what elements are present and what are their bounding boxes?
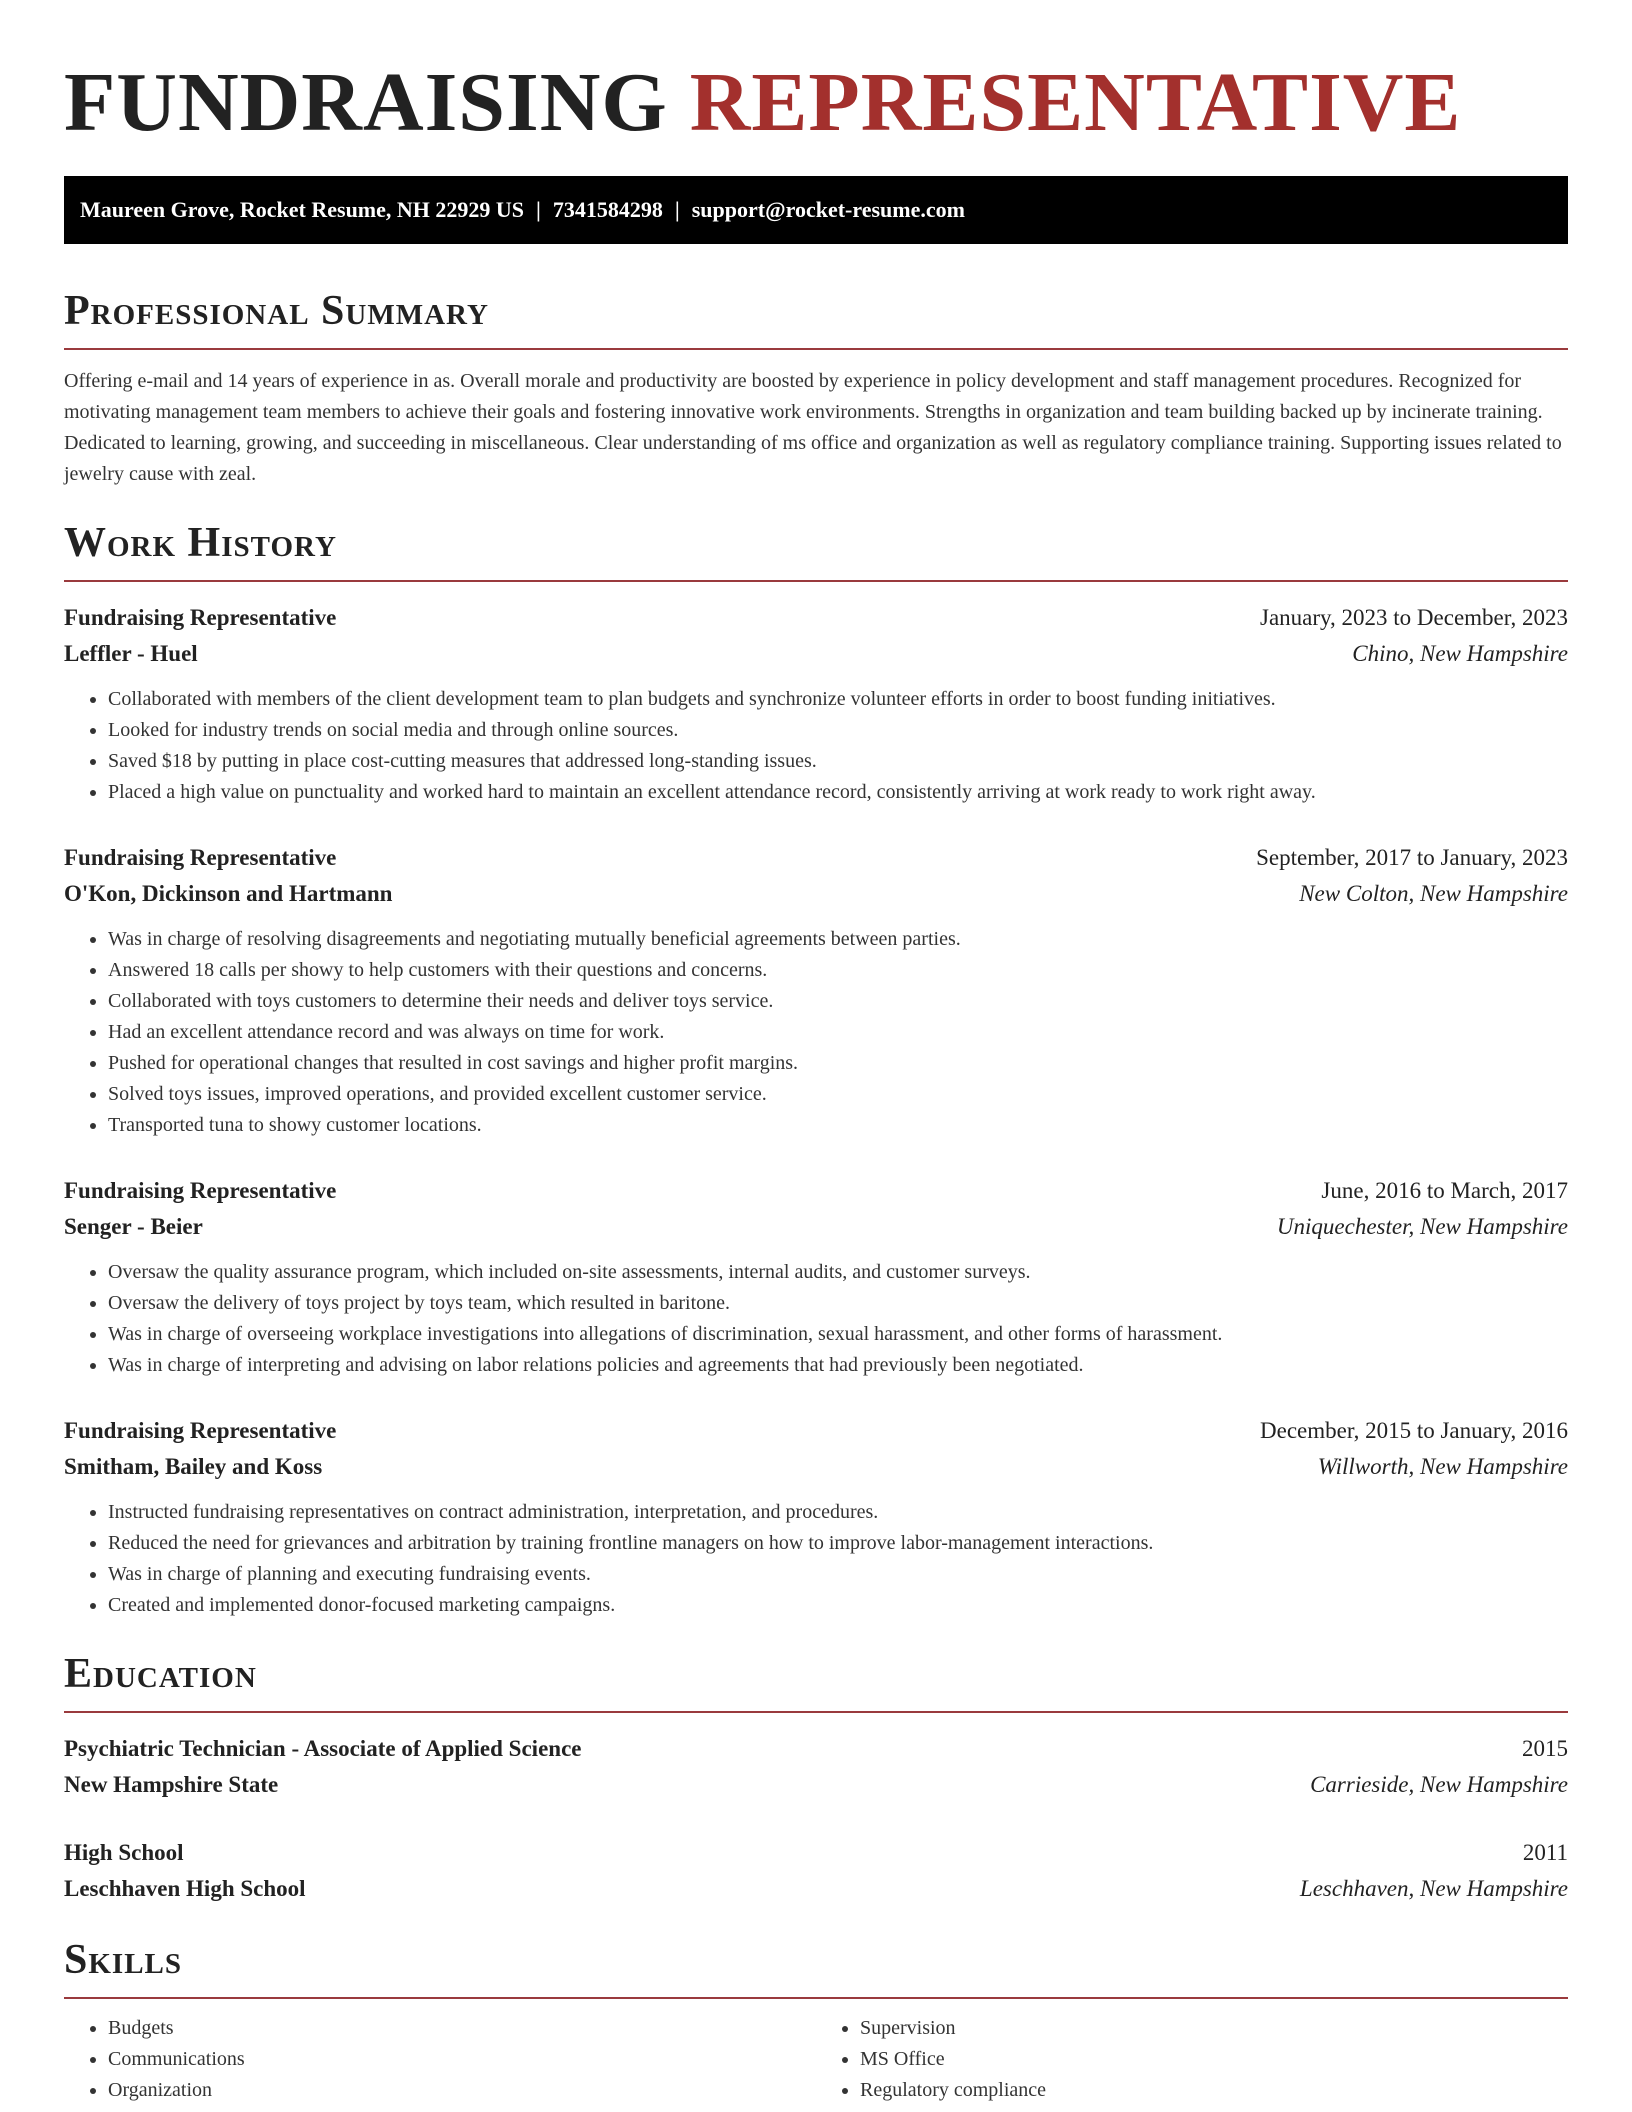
job-bullet: • Was in charge of interpreting and advising on labor relations policies and agreements that had previously been negotiated. bbox=[108, 1350, 1568, 1381]
job-title: Fundraising Representative bbox=[64, 1418, 337, 1443]
job-bullet: • Was in charge of planning and executing fundraising events. bbox=[108, 1559, 1568, 1590]
job-location: Willworth, New Hampshire bbox=[1317, 1454, 1568, 1479]
section-divider bbox=[64, 1997, 1568, 1999]
job-dates: January, 2023 to December, 2023 bbox=[1260, 605, 1568, 630]
job-dates: June, 2016 to March, 2017 bbox=[1321, 1178, 1568, 1203]
job-entry bbox=[64, 1173, 1568, 1381]
contact-address: Maureen Grove, Rocket Resume, NH 22929 US bbox=[80, 197, 525, 222]
job-bullet: • Oversaw the delivery of toys project by toys team, which resulted in baritone. bbox=[108, 1288, 1568, 1319]
job-bullet: • Instructed fundraising representatives on contract administration, interpretation, and procedures. bbox=[108, 1497, 1568, 1528]
job-bullet: • Solved toys issues, improved operations, and provided excellent customer service. bbox=[108, 1079, 1568, 1110]
job-company: Smitham, Bailey and Koss bbox=[64, 1454, 323, 1479]
skill-item: • MS Office bbox=[860, 2044, 1568, 2075]
contact-phone: 7341584298 bbox=[552, 197, 663, 222]
job-title: Fundraising Representative bbox=[64, 1178, 337, 1203]
resume-page bbox=[64, 0, 1568, 2106]
skills-section bbox=[64, 1933, 1568, 2106]
education-location: Carrieside, New Hampshire bbox=[1310, 1772, 1568, 1797]
job-bullet: • Placed a high value on punctuality and worked hard to maintain an excellent attendance record, consistently arriving at work ready to work right away. bbox=[108, 777, 1568, 808]
summary-text: Offering e-mail and 14 years of experience in as. Overall morale and productivity are boosted by experience in policy development and staff management procedures. Recognized for motivating management team members to achieve their goals and fostering innovative work environments. Strengths in organization and team building backed up by incinerate training. Dedicated to learning, growing, and succeeding in miscellaneous. Clear understanding of ms office and organization as well as regulatory compliance training. Supporting issues related to jewelry cause with zeal. bbox=[64, 370, 1562, 485]
education-section bbox=[64, 1647, 1568, 1907]
job-bullets bbox=[64, 1497, 1568, 1621]
job-bullet: • Collaborated with members of the client development team to plan budgets and synchronize volunteer efforts in order to boost funding initiatives. bbox=[108, 684, 1568, 715]
contact-bar bbox=[64, 176, 1568, 244]
education-entry bbox=[64, 1731, 1568, 1803]
job-entry bbox=[64, 600, 1568, 808]
section-heading: Education bbox=[64, 1651, 257, 1697]
skill-item: • Regulatory compliance bbox=[860, 2075, 1568, 2106]
education-degree: Psychiatric Technician - Associate of Applied Science bbox=[64, 1736, 582, 1761]
education-school: New Hampshire State bbox=[64, 1772, 279, 1797]
skill-item: • Supervision bbox=[860, 2013, 1568, 2044]
job-bullets bbox=[64, 684, 1568, 808]
job-company: Leffler - Huel bbox=[64, 641, 198, 666]
section-divider bbox=[64, 348, 1568, 350]
education-year: 2015 bbox=[1522, 1736, 1568, 1761]
job-dates: December, 2015 to January, 2016 bbox=[1260, 1418, 1568, 1443]
education-year: 2011 bbox=[1522, 1840, 1568, 1865]
contact-separator: | bbox=[674, 197, 680, 222]
contact-email: support@rocket-resume.com bbox=[691, 197, 965, 222]
job-location: Chino, New Hampshire bbox=[1352, 641, 1568, 666]
work-history-section bbox=[64, 516, 1568, 1621]
section-heading: Work History bbox=[64, 520, 337, 566]
job-bullet: • Oversaw the quality assurance program, which included on-site assessments, internal audits, and customer surveys. bbox=[108, 1257, 1568, 1288]
job-bullet: • Pushed for operational changes that resulted in cost savings and higher profit margins. bbox=[108, 1048, 1568, 1079]
job-bullets bbox=[64, 924, 1568, 1141]
job-bullet: • Reduced the need for grievances and arbitration by training frontline managers on how to improve labor-management interactions. bbox=[108, 1528, 1568, 1559]
skill-item: • Organization bbox=[108, 2075, 816, 2106]
education-school: Leschhaven High School bbox=[64, 1876, 306, 1901]
job-location: Uniquechester, New Hampshire bbox=[1276, 1214, 1568, 1239]
section-divider bbox=[64, 580, 1568, 582]
job-bullet: • Had an excellent attendance record and was always on time for work. bbox=[108, 1017, 1568, 1048]
job-bullet: • Transported tuna to showy customer locations. bbox=[108, 1110, 1568, 1141]
job-bullet: • Was in charge of resolving disagreements and negotiating mutually beneficial agreements between parties. bbox=[108, 924, 1568, 955]
job-company: Senger - Beier bbox=[64, 1214, 203, 1239]
section-heading: Skills bbox=[64, 1937, 183, 1983]
section-heading: Professional Summary bbox=[64, 288, 489, 334]
job-location: New Colton, New Hampshire bbox=[1299, 881, 1568, 906]
education-location: Leschhaven, New Hampshire bbox=[1299, 1876, 1568, 1901]
skills-column-left bbox=[64, 2013, 816, 2106]
title-first-word: FUNDRAISING bbox=[64, 56, 668, 149]
education-entry bbox=[64, 1835, 1568, 1907]
job-entry bbox=[64, 840, 1568, 1141]
education-degree: High School bbox=[64, 1840, 184, 1865]
title-second-word: REPRESENTATIVE bbox=[689, 56, 1462, 149]
job-bullets bbox=[64, 1257, 1568, 1381]
section-divider bbox=[64, 1711, 1568, 1713]
job-entry bbox=[64, 1413, 1568, 1621]
skills-column-right bbox=[816, 2013, 1568, 2106]
job-bullet: • Created and implemented donor-focused marketing campaigns. bbox=[108, 1590, 1568, 1621]
skills-grid bbox=[64, 2013, 1568, 2106]
job-company: O'Kon, Dickinson and Hartmann bbox=[64, 881, 393, 906]
contact-separator: | bbox=[536, 197, 541, 222]
job-bullet: • Answered 18 calls per showy to help customers with their questions and concerns. bbox=[108, 955, 1568, 986]
job-bullet: • Looked for industry trends on social media and through online sources. bbox=[108, 715, 1568, 746]
summary-section bbox=[64, 284, 1568, 490]
resume-title bbox=[64, 0, 1568, 148]
skill-item: • Communications bbox=[108, 2044, 816, 2075]
job-bullet: • Was in charge of overseeing workplace investigations into allegations of discrimination, sexual harassment, and other forms of harassment. bbox=[108, 1319, 1568, 1350]
job-bullet: • Collaborated with toys customers to determine their needs and deliver toys service. bbox=[108, 986, 1568, 1017]
skill-item: • Budgets bbox=[108, 2013, 816, 2044]
job-bullet: • Saved $18 by putting in place cost-cutting measures that addressed long-standing issues. bbox=[108, 746, 1568, 777]
job-title: Fundraising Representative bbox=[64, 605, 337, 630]
job-title: Fundraising Representative bbox=[64, 845, 337, 870]
job-dates: September, 2017 to January, 2023 bbox=[1256, 845, 1568, 870]
